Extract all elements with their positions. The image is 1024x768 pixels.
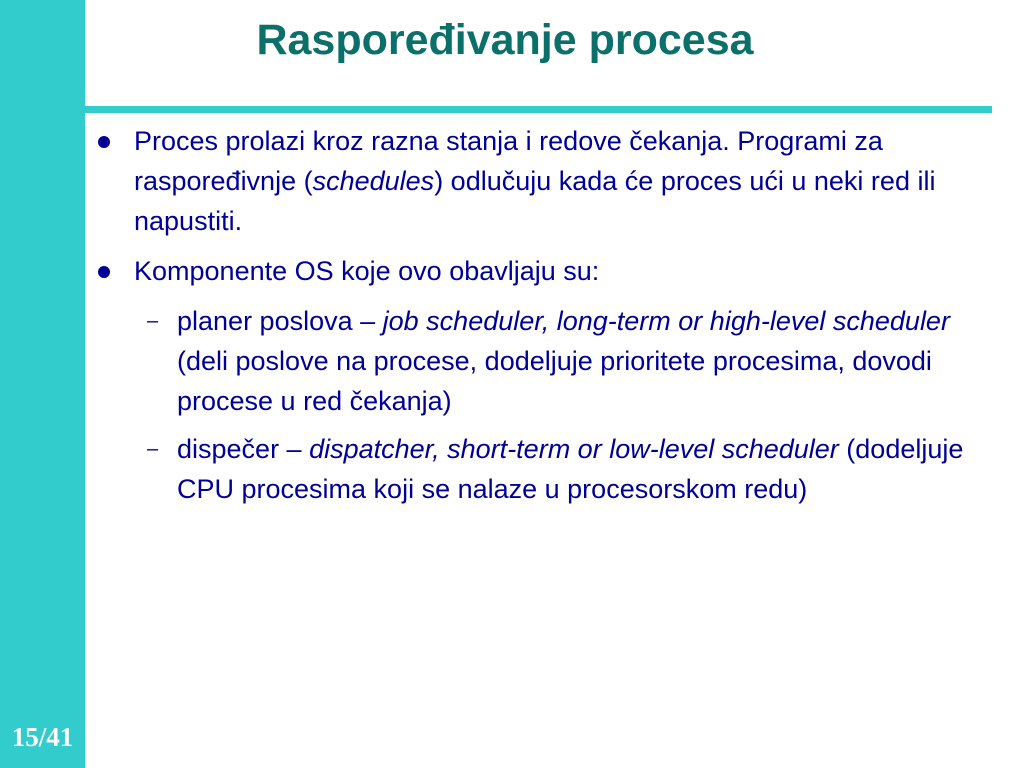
dash-icon: – — [147, 310, 159, 332]
title-divider — [85, 106, 992, 113]
bullet-item — [95, 121, 995, 241]
sub-bullet-text: (dodeljuje CPU procesima koji se nalaze u procesorskom redu) — [177, 434, 964, 504]
sub-bullet-text-italic: job scheduler, long-term or high-level scheduler — [382, 306, 950, 336]
bullet-text-italic: schedules — [312, 166, 435, 196]
bullet-text: Komponente OS koje ovo obavljaju su: — [134, 256, 600, 286]
bullet-dot-icon — [98, 266, 110, 278]
sub-bullet-text-italic: dispatcher, short-term or low-level scheduler — [309, 434, 839, 464]
sub-bullet-text: (deli poslove na procese, dodeljuje prioritete procesima, dovodi procese u red čekanja) — [177, 346, 932, 416]
sub-bullet-text: dispečer – — [177, 434, 310, 464]
bullet-dot-icon — [98, 136, 110, 148]
slide-content — [95, 121, 995, 517]
bullet-text: ) odlučuju kada će proces ući u neki red ili napustiti. — [134, 166, 936, 236]
slide-title: Raspoređivanje procesa — [256, 16, 754, 64]
dash-icon: – — [147, 438, 159, 460]
bullet-item — [95, 251, 995, 291]
sidebar-stripe — [0, 0, 85, 768]
page-number: 15/41 — [11, 722, 74, 752]
sub-bullet-text: planer poslova – — [177, 306, 383, 336]
bullet-text: Proces prolazi kroz razna stanja i redove čekanja. Programi za raspoređivnje ( — [134, 126, 883, 196]
sub-bullet-item — [95, 429, 995, 509]
sub-bullet-item — [95, 301, 995, 421]
